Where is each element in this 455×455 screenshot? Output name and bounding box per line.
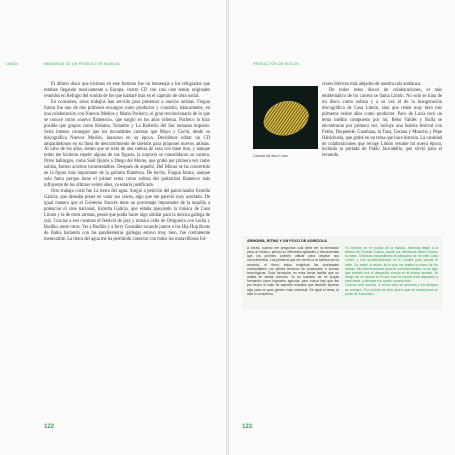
page-number-left: 122 [44, 424, 55, 430]
photo-caption: Carátula del disco Limón [253, 154, 289, 158]
sidebar-column-2 [345, 246, 438, 296]
sidebar-column-1: A veces, cuando me preguntan cuál debe ser la formación para un músico, pienso en diferentes aptitudes y herramientas que los jóvenes pueden utilizar para ampliar sus conocimientos. Los primeros que me vienen a la cabeza son la armonía, el ritmo; estos engloban los cuadrantes contrastables, los pilares técnicos de producción e incluso tecnológicas. Toda formación en esas áreas facilita que un artista se sienta cómodo. Yo he hablado de mi propia formación como ingeniero agrícola, pero nunca hay que dar por hecho el valor de aquellos estudios que también aportan algo para un gran género más universal. De igual el tema, la vida lo compensa. [247, 246, 339, 296]
paragraph: De todos estos discos de colaboraciones, el más emblemático de mi carrera se llama Limón. No solo se trata de mi disco como solista y a su vez el de la inauguración discográfica de Casa Limón, sino que reúne muy bien mis primeros veinte años como productor. Paco de Lucía tocó un tema inédito compuesto por mí, Bebo Valdés y Bulla se encontraron por primera vez, incluye una bulería festival con Potito, Duquende, Guadiana, la Tana, Genara y Moncho y Pepe Habichuela, que grabé en un tema que hace historia. La cantidad de colaboraciones que recoge Limón resume mi nueva época, incluida la portada de Pablo Juncadella, que sirvió para el recuerdo. [322, 87, 442, 159]
left-page [0, 0, 226, 455]
paragraph: clores ibéricos más alejados de nuestra raíz andaluza. [322, 82, 421, 87]
sidebar-title: ARMONÍA, RITMO Y UN POCO DE AGRÍCOLA [247, 239, 327, 243]
paragraph: Otro trabajo coral fue La tierra del agua. Surgió a petición del patrocinador Estrella Galicia, que deseaba poner en valor sus raíces, algo que me pareció muy acertado. De igual manera que el Gobierno francés tiene un porcentaje importante de la taquilla a potenciar el cine nacional, Estrella Galicia, que estaba apoyando la música de Casa Limón y la de otros artistas, pensó que podía hacer algo similar para la música gallega de raíz. Gracias a eso creamos el festival de jazz y música celta de Ortigueira con Leilía y Budiño, entre otros. Ver a Budiño y a Jerry González tocando juntos o los Hip Hop Roots de Bahía bailando con las pandereteiras gallegas estuvo muy bien, fue ciertamente memorable. La tierra del agua me ha permitido conectar con todos los maravillosos fol- [44, 189, 210, 242]
sidebar-column-2-closing: Cuando todo sucede, a veces todo se acumula y los tiempos se corrigen. Por encima de todo quiero que mi música sea un punto de encuentro. [345, 283, 438, 296]
paragraph: En ocasiones, estos trabajos han servido para presentar a nuevos artistas. Fragua futura fue uno de mis primeros encargos como productor y consistió, básicamente, en una colaboración con Nuevos Medios y Mario Pacheco, el gran revolucionario de lo que se conoce como «nuevo flamenco», que surgió en los años ochenta. Pacheco lo hizo posible que grupos como Ketama, Tomatito y La Barbería del Sur tomaran impulso. Sería intenso conseguir que los incontables carreras que Mayo y Cuchi, desde su discográfica Nuevos Medios, lanzaron en su época. Decidimos editar un CD amparándonos en su línea de descubrimiento de talentos para proponer nuevos artistas. Al cabo de los años, siento que se trató de una cabeza de raza con buen tino, y aunque todos me hicieron repetir alguna de sus figuras, la mayoría se consolidaron su carrera. Otros hallazgos, como Saúl Quirós o Diego del Morao, que grabó por primera vez como solista, fueron aciertos incontestables. Después de aquello, Del Morao se ha convertido en la figura más importante de la guitarra flamenca. De hecho, Fragua futura, aunque solo fuera porque tiene el primer tema como solista del guitarrista flamenco más influyente de los últimos veinte años, ya estaría justificado. [44, 99, 210, 189]
paragraph: El último disco que hicimos en este formato fue un homenaje a los refugiados que estaban llegando masivamente a Europa, cuatro CD con casi cien temas originales reunidos en Refugio del sonido de los que hablaré más en el capítulo de obra social. [44, 82, 210, 99]
running-head-right: PRODUCTOR DE DISCOS [253, 62, 300, 66]
album-cover-image [253, 86, 318, 149]
left-body-text [44, 82, 210, 243]
running-head-left: MEMORIAS DE UN PRODUCTOR MUSICAL [44, 62, 121, 66]
page-number-right: 123 [242, 424, 253, 430]
right-body-text-beside-photo [322, 82, 442, 159]
lemon-icon [261, 97, 311, 139]
corner-label: LIMÓN [6, 62, 18, 66]
right-page [229, 0, 455, 455]
sidebar-column-2-text: Yo conecto en el mundo de la música, mientras llegar a la fábrica de Estrella Galicia, donde las hermanas tienen mucho su base. Sinfonías expandiendo el patrocinio de mi sello Casa Limón, y mis acontecimientos en A Coruña para vencer el triste. Su cartel, a veces, es lo que me reabre la mano de los demás. Mis intervenciones para mí son importantes, no es algo que entrañe unir el desarrollo común en el mismo sentido. Yo vengo de un mundo en el que todo el mundo está dispuesto a esforzarse, y siempre me quedo sorprendido. [345, 246, 438, 284]
